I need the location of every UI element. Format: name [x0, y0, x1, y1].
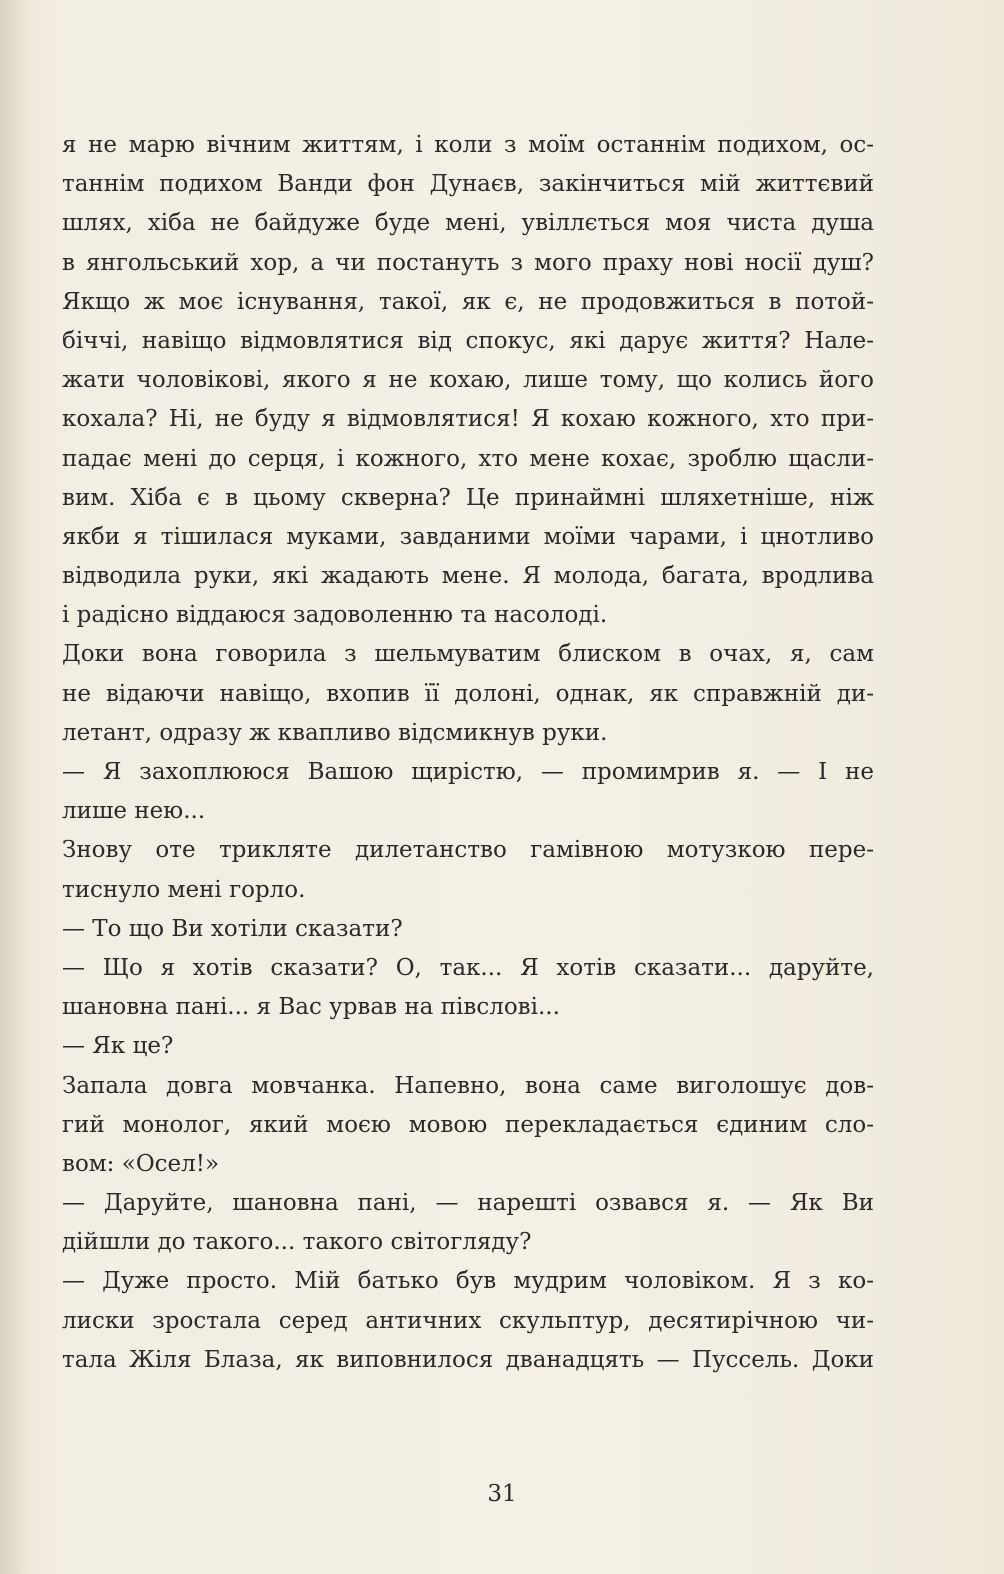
text-line: падає мені до серця, і кожного, хто мене кохає, зроблю щасли- — [62, 445, 874, 472]
text-line: Доки вона говорила з шельмуватим блиском в очах, я, сам — [62, 641, 874, 668]
text-line: відводила руки, які жадають мене. Я молода, багата, вродлива — [62, 563, 874, 590]
text-line: — То що Ви хотіли сказати? — [62, 915, 403, 942]
text-line: дійшли до такого... такого світогляду? — [62, 1229, 532, 1256]
text-line: якби я тішилася муками, завданими моїми чарами, і цнотливо — [62, 523, 874, 550]
text-line: летант, одразу ж квапливо відсмикнув руки. — [62, 719, 608, 746]
text-line: шлях, хіба не байдуже буде мені, увіллється моя чиста душа — [62, 210, 874, 237]
page-gutter-shadow — [0, 0, 28, 1574]
text-line: Якщо ж моє існування, такої, як є, не продовжиться в потой- — [62, 288, 874, 315]
text-line: вом: «Осел!» — [62, 1150, 220, 1177]
text-line: і радісно віддаюся задоволенню та насолоді. — [62, 602, 608, 629]
text-line: кохала? Ні, не буду я відмовлятися! Я кохаю кожного, хто при- — [62, 406, 874, 433]
text-line: біччі, навіщо відмовлятися від спокус, які дарує життя? Нале- — [62, 327, 874, 354]
text-line: — Я захоплююся Вашою щирістю, — промимрив я. — І не — [62, 759, 874, 785]
text-line: тиснуло мені горло. — [62, 876, 306, 903]
text-line: шановна пані... я Вас урвав на півслові... — [62, 994, 560, 1021]
text-line: я не марю вічним життям, і коли з моїм останнім подихом, ос- — [62, 132, 874, 158]
text-line: таннім подихом Ванди фон Дунаєв, закінчиться мій життєвий — [62, 171, 874, 198]
text-line: — Дуже просто. Мій батько був мудрим чоловіком. Я з ко- — [62, 1268, 874, 1295]
text-line: лиски зростала серед античних скульптур, десятирічною чи- — [62, 1307, 874, 1334]
page-number: 31 — [487, 1481, 517, 1507]
text-line: лише нею... — [62, 798, 206, 825]
text-line: тала Жіля Блаза, як виповнилося дванадцять — Пуссель. Доки — [62, 1346, 874, 1373]
body-text — [62, 126, 874, 1380]
text-line: Знову оте трикляте дилетанство гамівною мотузкою пере- — [62, 837, 874, 864]
text-line: не відаючи навіщо, вхопив її долоні, однак, як справжній ди- — [62, 680, 874, 707]
text-line: Запала довга мовчанка. Напевно, вона саме виголошує дов- — [62, 1072, 874, 1099]
text-line: — Як це? — [62, 1033, 174, 1060]
text-line: гий монолог, який моєю мовою перекладається єдиним сло- — [62, 1111, 874, 1138]
text-line: — Даруйте, шановна пані, — нарешті озвався я. — Як Ви — [62, 1190, 874, 1217]
text-line: в янгольський хор, а чи постануть з мого праху нові носії душ? — [62, 249, 874, 276]
text-line: — Що я хотів сказати? О, так... Я хотів сказати... даруйте, — [62, 954, 874, 981]
text-line: вим. Хіба є в цьому скверна? Це принаймні шляхетніше, ніж — [62, 484, 874, 511]
text-line: жати чоловікові, якого я не кохаю, лише тому, що колись його — [62, 367, 874, 394]
